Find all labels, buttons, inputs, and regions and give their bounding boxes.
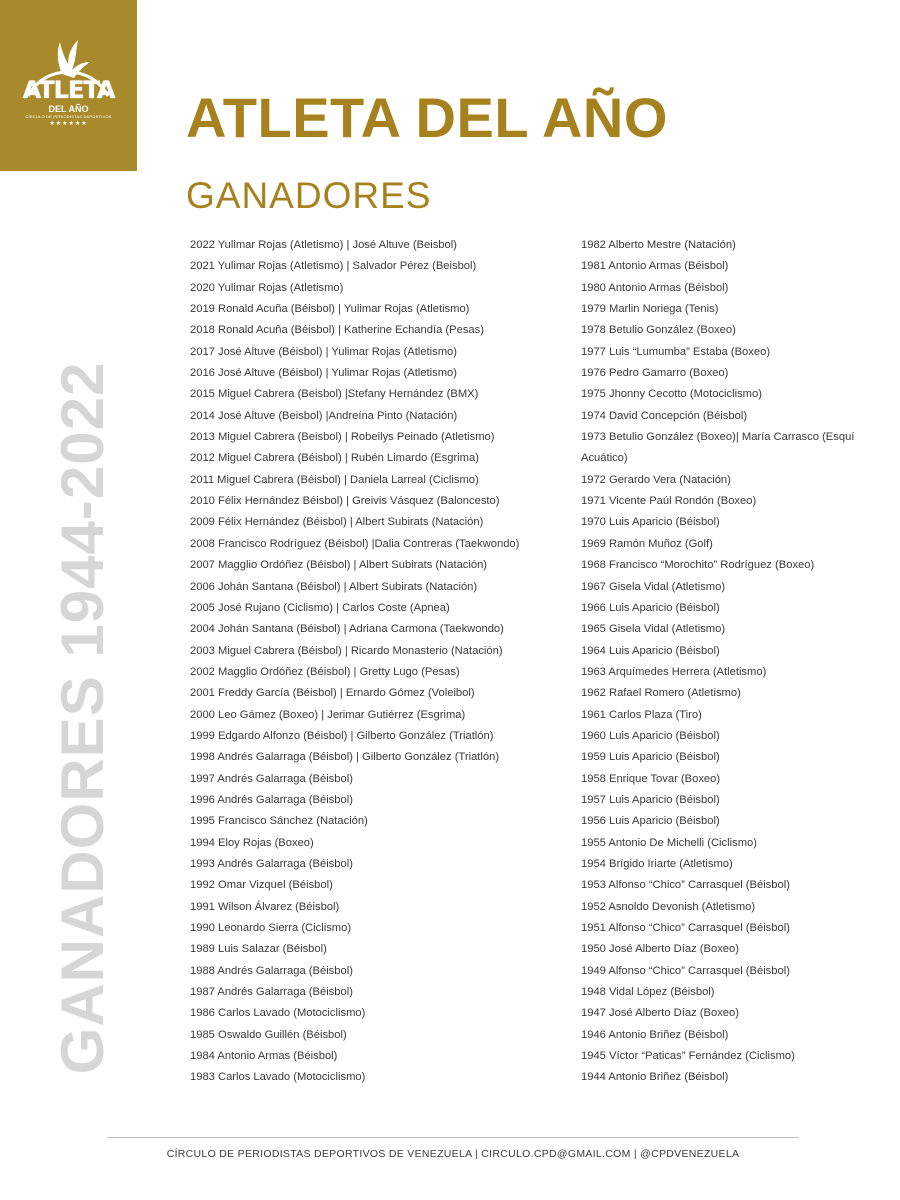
side-label: GANADORES 1944-2022 — [49, 361, 116, 1075]
winner-entry: 2010 Félix Hernández Béisbol) | Greivis Vásquez (Baloncesto) — [190, 495, 500, 508]
winner-entry: 1985 Oswaldo Guillén (Béisbol) — [190, 1028, 347, 1041]
winner-entry: 2022 Yulimar Rojas (Atletismo) | José Altuve (Beisbol) — [190, 239, 457, 251]
winner-entry: 1996 Andrés Galarraga (Béisbol) — [190, 793, 353, 806]
winner-entry: 1963 Arquímedes Herrera (Atletismo) — [581, 665, 767, 678]
winner-entry: 1964 Luis Aparicio (Béisbol) — [581, 644, 720, 657]
winner-entry: 2013 Miguel Cabrera (Beisbol) | Robeilys Peinado (Atletismo) — [190, 431, 495, 444]
winner-entry: 1946 Antonio Briñez (Béisbol) — [581, 1028, 729, 1041]
winner-entry: 1995 Francisco Sánchez (Natación) — [190, 815, 368, 828]
page-subtitle: GANADORES — [186, 175, 432, 216]
winner-entry: 1947 José Alberto Díaz (Boxeo) — [581, 1007, 739, 1020]
winner-entry: 2014 José Altuve (Beisbol) |Andreína Pinto (Natación) — [190, 409, 458, 422]
winner-entry: 1987 Andrés Galarraga (Béisbol) — [190, 986, 353, 999]
winner-entry: 1948 Vidal López (Béisbol) — [581, 986, 715, 999]
winner-entry: 1973 Betulio González (Boxeo)| María Carrasco (Esquí Acuático) — [581, 431, 855, 465]
winner-entry: 1969 Ramón Muñoz (Golf) — [581, 537, 713, 550]
winner-entry: 1978 Betulio González (Boxeo) — [581, 324, 736, 337]
winner-entry: 1965 Gisela Vidal (Atletismo) — [581, 623, 726, 636]
winner-entry: 1983 Carlos Lavado (Motociclismo) — [190, 1071, 366, 1084]
winner-entry: 2015 Miguel Cabrera (Beisbol) |Stefany Hernández (BMX) — [190, 388, 479, 401]
winner-entry: 1979 Marlin Noriega (Tenis) — [581, 303, 719, 316]
winner-entry: 1976 Pedro Gamarro (Boxeo) — [581, 367, 729, 380]
winner-entry: 1961 Carlos Plaza (Tiro) — [581, 708, 702, 721]
winner-entry: 1962 Rafael Romero (Atletismo) — [581, 687, 741, 700]
winner-entry: 2020 Yulimar Rojas (Atletismo) — [190, 281, 344, 294]
winner-entry: 1999 Edgardo Alfonzo (Béisbol) | Gilberto González (Triatlón) — [190, 729, 494, 742]
winner-entry: 1977 Luis “Lumumba” Estaba (Boxeo) — [581, 345, 771, 358]
winner-entry: 2012 Miguel Cabrera (Béisbol) | Rubén Limardo (Esgrima) — [190, 452, 479, 465]
winner-entry: 2011 Miguel Cabrera (Béisbol) | Daniela Larreal (Ciclismo) — [190, 473, 479, 486]
winner-entry: 1951 Alfonso “Chico” Carrasquel (Béisbol) — [581, 922, 790, 934]
winner-entry: 1959 Luis Aparicio (Béisbol) — [581, 751, 720, 764]
winner-entry: 1955 Antonio De Michelli (Ciclismo) — [581, 836, 757, 849]
winner-entry: 2009 Félix Hernández (Béisbol) | Albert Subirats (Natación) — [190, 516, 484, 529]
winners-list-right — [581, 235, 861, 1089]
winner-entry: 2021 Yulimar Rojas (Atletismo) | Salvador Pérez (Beisbol) — [190, 260, 477, 273]
winners-list-left — [190, 235, 570, 1089]
winner-entry: 2003 Miguel Cabrera (Béisbol) | Ricardo Monasterio (Natación) — [190, 644, 503, 657]
winner-entry: 1954 Brígido Iriarte (Atletismo) — [581, 857, 733, 870]
winner-entry: 1949 Alfonso “Chico” Carrasquel (Béisbol) — [581, 964, 790, 977]
winner-entry: 1997 Andrés Galarraga (Béisbol) — [190, 772, 353, 785]
logo-title: ATLETA — [22, 76, 115, 104]
winner-entry: 1966 Luis Aparicio (Béisbol) — [581, 601, 720, 614]
winner-entry: 1980 Antonio Armas (Béisbol) — [581, 281, 729, 294]
page-title: ATLETA DEL AÑO — [186, 86, 668, 149]
winner-entry: 1960 Luis Aparicio (Béisbol) — [581, 729, 720, 742]
winner-entry: 2001 Freddy García (Béisbol) | Ernardo Gómez (Voleibol) — [190, 687, 475, 700]
winner-entry: 2000 Leo Gámez (Boxeo) | Jerimar Gutiérrez (Esgrima) — [190, 708, 466, 721]
winner-entry: 2017 José Altuve (Béisbol) | Yulimar Rojas (Atletismo) — [190, 345, 457, 358]
winner-entry: 1944 Antonio Briñez (Béisbol) — [581, 1071, 729, 1084]
winner-entry: 2018 Ronald Acuña (Béisbol) | Katherine Echandía (Pesas) — [190, 324, 484, 337]
winner-entry: 1974 David Concepción (Béisbol) — [581, 409, 748, 422]
winner-entry: 1945 Víctor “Paticas” Fernández (Ciclismo) — [581, 1050, 795, 1063]
winner-entry: 1971 Vicente Paúl Rondón (Boxeo) — [581, 495, 757, 508]
winner-entry: 1988 Andrés Galarraga (Béisbol) — [190, 964, 353, 977]
winner-entry: 1953 Alfonso “Chico” Carrasquel (Béisbol) — [581, 879, 790, 892]
winner-entry: 1993 Andrés Galarraga (Béisbol) — [190, 857, 353, 870]
winner-entry: 1998 Andrés Galarraga (Béisbol) | Gilberto González (Triatlón) — [190, 751, 500, 764]
footer-text: CÍRCULO DE PERIODISTAS DEPORTIVOS DE VENEZUELA | CIRCULO.CPD@GMAIL.COM | @CPDVENEZUELA — [166, 1148, 740, 1160]
winner-entry: 1984 Antonio Armas (Béisbol) — [190, 1050, 338, 1063]
winner-entry: 1957 Luis Aparicio (Béisbol) — [581, 793, 720, 806]
winner-entry: 2004 Johán Santana (Béisbol) | Adriana Carmona (Taekwondo) — [190, 623, 504, 636]
winner-entry: 1950 José Alberto Díaz (Boxeo) — [581, 943, 739, 956]
winner-entry: 2006 Johán Santana (Béisbol) | Albert Subirats (Natación) — [190, 580, 478, 593]
winner-entry: 1952 Asnoldo Devonish (Atletismo) — [581, 900, 756, 913]
winner-entry: 2002 Magglio Ordóñez (Béisbol) | Gretty Lugo (Pesas) — [190, 665, 460, 678]
winner-entry: 1975 Jhonny Cecotto (Motociclismo) — [581, 388, 762, 401]
winner-entry: 1970 Luis Aparicio (Béisbol) — [581, 516, 720, 529]
winner-entry: 2019 Ronald Acuña (Béisbol) | Yulimar Rojas (Atletismo) — [190, 303, 470, 316]
winner-entry: 1994 Eloy Rojas (Boxeo) — [190, 836, 314, 849]
winner-entry: 1968 Francisco “Morochito” Rodríguez (Boxeo) — [581, 559, 815, 572]
footer-divider — [107, 1137, 799, 1138]
winner-entry: 1967 Gisela Vidal (Atletismo) — [581, 580, 726, 593]
winner-entry: 1990 Leonardo Sierra (Ciclismo) — [190, 922, 352, 934]
winner-entry: 1989 Luis Salazar (Béisbol) — [190, 943, 327, 956]
logo-stars: ★★★★★★ — [49, 121, 88, 127]
winner-entry: 1982 Alberto Mestre (Natación) — [581, 239, 736, 251]
logo-small-text: CÍRCULO DE PERIODISTAS DEPORTIVOS — [25, 114, 112, 119]
winner-entry: 1986 Carlos Lavado (Motociclismo) — [190, 1007, 366, 1020]
winner-entry: 1958 Enrique Tovar (Boxeo) — [581, 772, 721, 785]
winner-entry: 2008 Francisco Rodríguez (Béisbol) |Dalia Contreras (Taekwondo) — [190, 537, 520, 550]
winner-entry: 1981 Antonio Armas (Béisbol) — [581, 260, 729, 273]
winner-entry: 1992 Omar Vizquel (Béisbol) — [190, 879, 333, 892]
logo-subtitle: DEL AÑO — [48, 104, 89, 114]
winner-entry: 1956 Luis Aparicio (Béisbol) — [581, 815, 720, 828]
winner-entry: 1991 Wilson Álvarez (Béisbol) — [190, 900, 340, 913]
winner-entry: 2005 José Rujano (Ciclismo) | Carlos Coste (Apnea) — [190, 601, 450, 614]
winner-entry: 2007 Magglio Ordóñez (Béisbol) | Albert Subirats (Natación) — [190, 559, 488, 572]
logo — [0, 0, 137, 171]
winner-entry: 1972 Gerardo Vera (Natación) — [581, 473, 731, 486]
winner-entry: 2016 José Altuve (Béisbol) | Yulimar Rojas (Atletismo) — [190, 367, 457, 380]
